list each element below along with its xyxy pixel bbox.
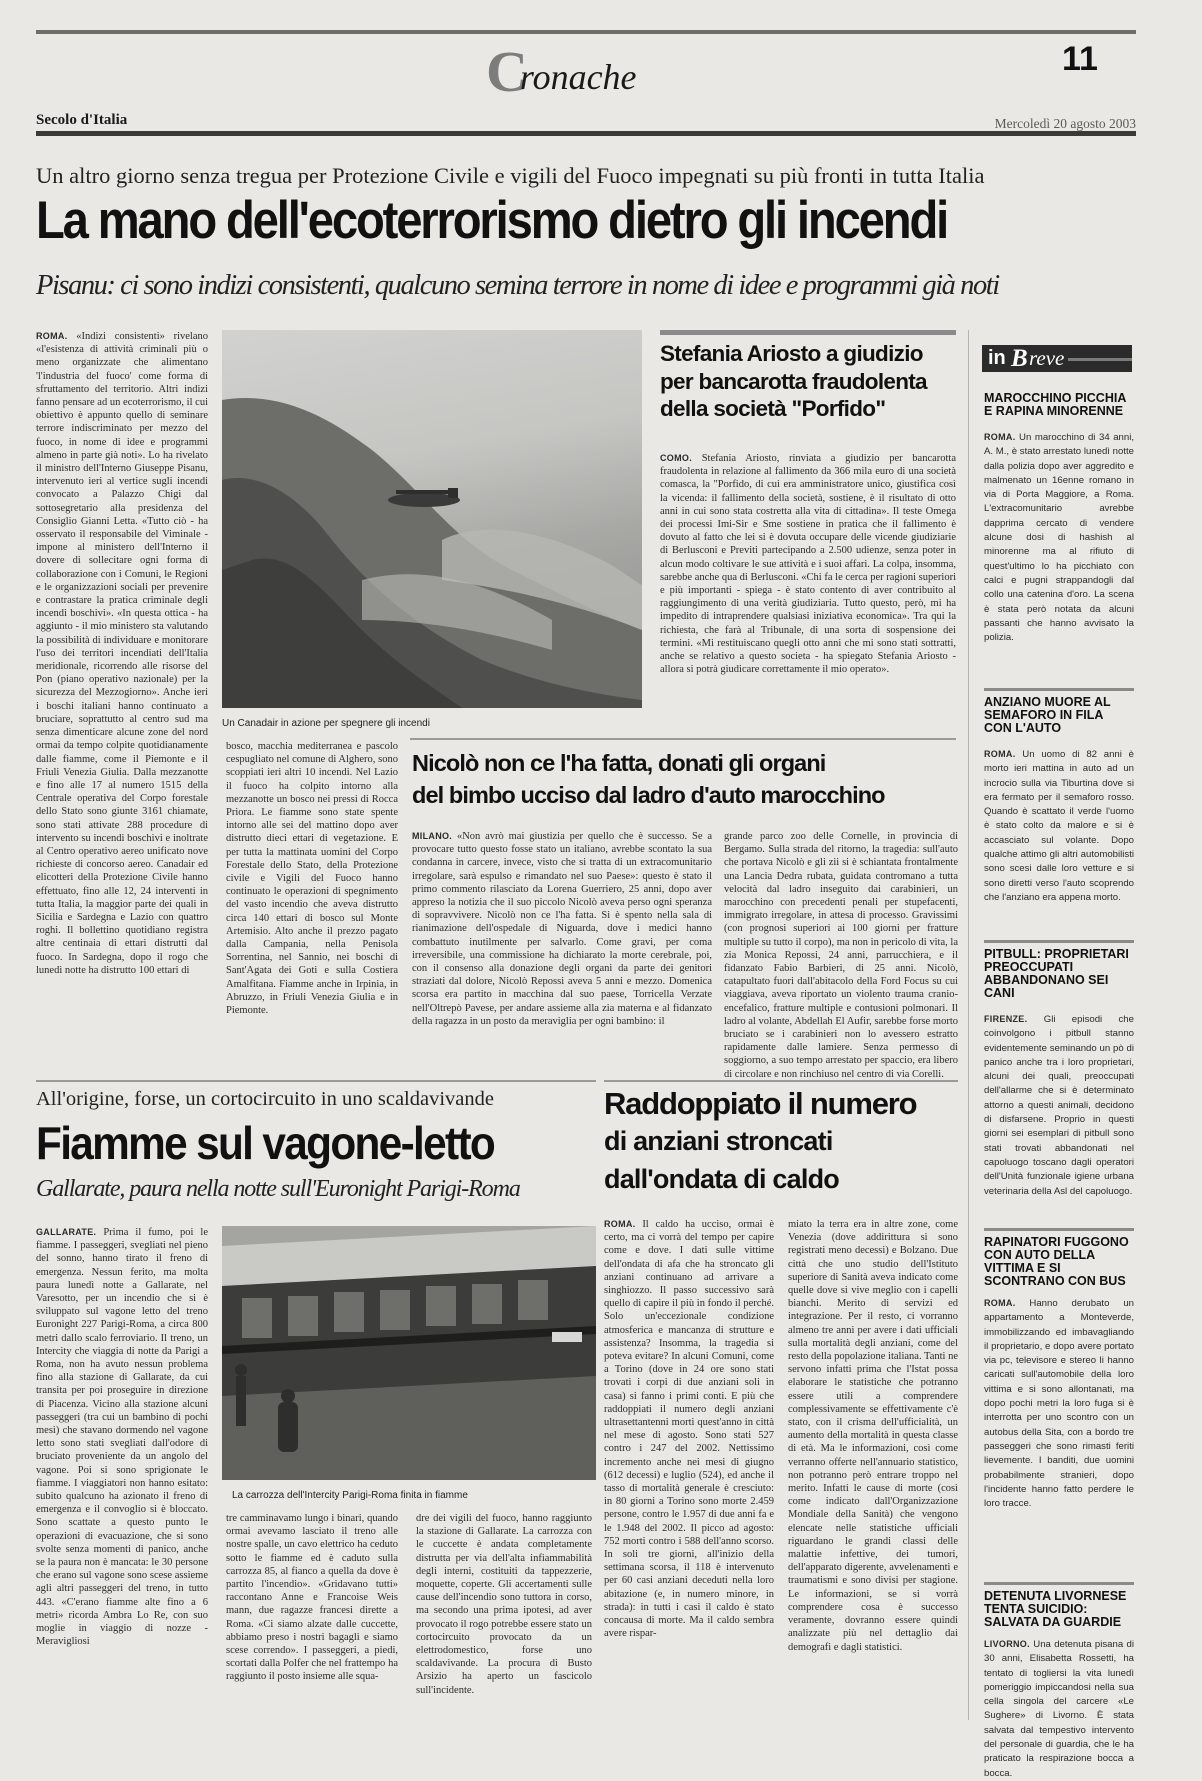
main-story-col2	[226, 740, 398, 1068]
brief-item	[984, 948, 1134, 1226]
brief-body: Una detenuta pisana di 30 anni, Elisabetta Rossetti, ha tentato di togliersi la vita lunedì pomeriggio impiccandosi nella sua cella singola del carcere «Le Sughere» di Livorno. È stata salvata dal tempestivo intervento del personale di guardia, che le ha praticato la respirazione bocca a bocca.	[984, 1639, 1134, 1779]
heat-col1-text: Il caldo ha ucciso, ormai è certo, ma ci vorrà del tempo per capire come e dove. I dati sulle vittime dell'ondata di afa che ha stroncato gli anziani continuano ad arrivare a singhiozzo. Il passo successivo sarà quello di capire il più in fondo il perché. Solo un'eccezionale condizione atmosferica e mancanza di strutture e assistenza? Insomma, la tragedia si poteva evitare? In alcuni Comuni, come a Torino (dove in 24 ore sono stati trovati i corpi di due anziani soli in casa) si fanno i primi conti. E più che raddoppiati il numero degli anziani ultrasettantenni morti quest'anno in città nel mese di agosto. Sono stati 527 contro i 247 del 2002. Nettissimo incremento anche nei mesi di giugno (612 decessi) e luglio (524), ed anche il tasso di mortalità generale è cresciuto: in 80 giorni a Torino sono morte 2.459 persone, contro le 1.957 di due anni fa e le 1.948 del 2002. Il picco ad agosto: 752 morti contro i 588 dell'anno scorso. In soli tre giorni, all'inizio della settimana scorsa, il 118 è intervenuto per 60 casi anziani deceduti nella loro abitazione (e, in numero minore, in strada): in tutti i casi il caldo è stato concausa di morte. Ma il caldo sembra avere rispar-	[604, 1219, 774, 1640]
brief-title: RAPINATORI FUGGONO CON AUTO DELLA VITTIMA E SI SCONTRANO CON BUS	[984, 1235, 1129, 1288]
train-dateline: GALLARATE.	[36, 1227, 97, 1237]
brief-item	[984, 392, 1134, 688]
nicolo-dateline: MILANO.	[412, 831, 453, 841]
brief-text	[984, 430, 1134, 688]
masthead-rule	[36, 131, 1136, 136]
brief-item	[984, 696, 1134, 933]
brief-title: ANZIANO MUORE AL SEMAFORO IN FILA CON L'AUTO	[984, 695, 1111, 735]
ariosto-text: Stefania Ariosto, rinviata a giudizio per bancarotta fraudolenta in relazione al fallimento da 366 mila euro di una società comasca, la "Porfido, di cui era amministratore unico, giustifica così la vicenda: il fallimento della società, sostiene, è il risultato di otto anni in cui sono stata costretta alla vita di cittadina». Il teste Omega dei processi Imi-Sir e Sme sostiene in pratica che il fallimento è dovuto al fatto che lei si è dovuta occupare delle vicende giudiziarie di Berlusconi e Previti partecipando a 2.500 udienze, senza poter in alcun modo coltivare le sue attività e i suoi affari. La colpa, insomma, sarebbe anche qua di Berlusconi. «Chi fa le cerca per ragioni superiori e più importanti - spiega - è stato contento di aver contribuito al raggiungimento di una verità giudiziaria. Tutto questo, però, mi ha impedito di intraprendere qualsiasi iniziativa economica». Tra qui la richiesta, che farà al Tribunale, di una sorta di sospensione dei termini. «Mi restituiscano quegli otto anni che mi sono stati sottratti, anche se relativo a questo societa - ha spiegato Stefania Ariosto - allora si potrà giudicare correttamente il mio operato».	[660, 453, 957, 676]
brief-item	[984, 1236, 1134, 1582]
in-breve-b: B	[1011, 345, 1028, 372]
main-subhead: Pisanu: ci sono indizi consistenti, qualcuno semina terrore in nome di idee e programmi già noti	[36, 270, 999, 301]
heat-headline-1: Raddoppiato il numero	[604, 1086, 917, 1121]
main-story-col1	[36, 330, 208, 1068]
nicolo-headline-1: Nicolò non ce l'ha fatta, donati gli organi	[412, 750, 826, 776]
nicolo-top-rule	[410, 738, 956, 740]
brief-dateline: ROMA.	[984, 1298, 1016, 1308]
ariosto-dateline: COMO.	[660, 453, 692, 463]
nicolo-col2-text: grande parco zoo delle Cornelle, in provincia di Bergamo. Sulla strada del ritorno, la tragedia: sull'auto che portava Nicolò e gli zii si è schiantata frontalmente una Lancia Dedra rubata, guidata contromano a tutta velocità dal ladro inseguito dai carabinieri, un marocchino con precedenti penali per stupefacenti, immigrato irregolare, in attesa di processo. Gravissimi (con prognosi superiori ai 100 giorni per fratture multiple su tutto il corpo), ma non in pericolo di vita, la zia Monica Repossi, 24 anni, parrucchiera, e il fidanzato Fabio Barbieri, di 25 anni. Nicolò, catapultato fuori dall'abitacolo della Ford Focus su cui viaggiava, aveva riportato un violento trauma cranio-encefalico, fratture multiple e contusioni polmonari. Il ladro al volante, Abdellah El Aufir, sarebbe forse morto bruciato se i carabinieri non lo avessero estratto rapidamente dalle lamiere. Senza permesso di soggiorno, a suo tempo arrestato per spaccio, era libero di circolare e non rinchiuso nel centro di via Corelli.	[724, 831, 958, 1080]
brief-body: Un marocchino di 34 anni, A. M., è stato arrestato lunedì notte dalla polizia dopo aver aggredito e malmenato un 16enne romano in via di Porta Maggiore, a Roma. L'extracomunitario avrebbe dapprima cercato di vendere alcune dosi di hashish al minorenne ma al rifiuto di quest'ultimo lo ha picchiato con calci e pugni strappandogli dal collo una catenina d'oro. La scena è stata però notata da alcuni passanti che hanno avvisato la polizia.	[984, 432, 1134, 644]
heat-col1	[604, 1218, 774, 1716]
main-headline: La mano dell'ecoterrorismo dietro gli incendi	[36, 191, 948, 250]
heat-top-rule	[604, 1080, 958, 1082]
nicolo-col2	[724, 830, 958, 1080]
heat-headline-2: di anziani stroncati	[604, 1126, 833, 1156]
brief-body: Gli episodi che coinvolgono i pitbull stanno evidentemente seminando un pò di panico anche tra i loro proprietari, alcuni dei quali, preoccupati dell'allarme che si è determinato attorno a questi animali, decidono di disfarsene. Proprio in questi giorni sei esemplari di pitbull sono stati trovati abbandonati nel capoluogo toscano dagli operatori dell'Unità funzionale igiene urbana veterinaria della Asl del capoluogo.	[984, 1014, 1134, 1197]
main-kicker: Un altro giorno senza tregua per Protezione Civile e vigili del Fuoco impegnati su più fronti in tutta Italia	[36, 163, 985, 188]
brief-dateline: FIRENZE.	[984, 1014, 1028, 1024]
heat-headline-3: dall'ondata di caldo	[604, 1164, 839, 1194]
nicolo-col1	[412, 830, 712, 1068]
canadair-caption: Un Canadair in azione per spegnere gli incendi	[222, 718, 430, 729]
heat-col2	[788, 1218, 958, 1716]
nicolo-col1-text: «Non avrò mai giustizia per quello che è successo. Se a provocare tutto questo fosse stato un italiano, avrebbe scontato la sua condanna in carcere, invece, visto che si tratta di un extracomunitario irregolare, sarà espulso e rimandato nel suo Paese»: questo è stato il primo commento rilasciato da Lorena Guerriero, 25 anni, dopo aver appreso la notizia che il suo piccolo Nicolò aveva perso ogni speranza di sopravvivere. Nicolò non ce l'ha fatta. Si è spento nella sala di rianimazione dell'ospedale di Niguarda, dove i medici hanno combattuto inutilmente per salvarlo. Come gravi, per coma irreversibile, una commissione ha dichiarato la morte cerebrale, poi, con il consenso alla donazione degli organi da parte dei genitori straziati dal dolore, Nicolò Repossi aveva 5 anni e mezzo. Domenica scorsa era partito in macchina dal suo paese, Torricella Verzate nell'Oltrepò Pavese, per andare assieme alla zia materna e al fidanzato della ragazza in un posto da meraviglia per ogni bambino: il	[412, 831, 713, 1027]
heat-col2-text: miato la terra era in altre zone, come Venezia (dove addirittura si sono registrati meno decessi) e Bolzano. Due città che uno studio dell'Istituto superiore di Sanità aveva indicato come quelle dove si vive meglio con i capelli bianchi. Merito di servizi ed integrazione. Per il resto, ci vorranno almeno tre anni per avere i dati ufficiali sulla mortalità degli anziani, come del resto della popolazione italiana. Tanti ne servono infatti prima che l'Istat possa elaborare le statistiche che potranno essere utili a comprendere complessivamente se effettivamente c'è stato, con il crisma dell'ufficialità, un aumento della mortalità in questa classe di età. Ma le informazioni, così come verranno offerte nell'annuario statistico, non potranno però entrare troppo nel merito. Infatti le cause di morte (così come indicato dall'Organizzazione Mondiale della Sanità) che vengono elencate nelle statistiche ufficiali riguardano le grandi classi delle malattie infettive, dei tumori, dell'apparato digerente, avvelenamenti e traumatismi e sono divisi per stagione. Le informazioni, se si vorrà comprendere cosa è successo veramente, dovranno essere quindi analizzate più nel dettaglio dai demografi e dagli statistici.	[788, 1219, 958, 1653]
train-col3	[416, 1512, 592, 1716]
brief-dateline: LIVORNO.	[984, 1639, 1030, 1649]
breve-divider	[968, 330, 969, 1720]
main-col1-text: «Indizi consistenti» rivelano «l'esistenza di attività criminali più o meno organizzate che alimentano 'l'industria del fuoco' come forma di sfruttamento del territorio. Altri indizi fanno pensare ad un ecoterrorismo, il cui obiettivo è appunto quello di seminare terrore indiscriminato per mezzo del fuoco, in nome di idee e programmi almeno in parte già noti». Lo ha rivelato il ministro dell'Interno Giuseppe Pisanu, intervenuto ieri al vertice sugli incendi convocato a Palazzo Chigi dal sottosegretario alla presidenza del Consiglio Gianni Letta. «Tutto ciò - ha osservato il responsabile del Viminale - impone al ministero dell'Interno il dovere di sollecitare ogni forma di collaborazione con i Comuni, le Regioni e le organizzazioni sociali per prevenire e contrastare la pratica criminale degli incendi boschivi». «In questa ottica - ha aggiunto - il mio ministero sta valutando la possibilità di individuare e monitorare l'uso dei territori incendiati dell'Italia meridionale, ricorrendo alle risorse del Pon (piano operativo nazionale) per la sicurezza del Mezzogiorno». Anche ieri i boschi italiani hanno continuato a bruciare, soprattutto al centro sud ma senza dimenticare alcune zone del nord ormai da tempo colpite quotidianamente dalle fiamme, come il Piemonte e il Friuli Venezia Giulia. Dalla mezzanotte e fino alle 17 al numero 1515 della Centrale operativa del Corpo forestale dello Stato sono giunte 3161 chiamate, sono stati attivate 288 procedure di intervento su incendi boschivi e inoltrate al Centro operativo aereo unificato nove richieste di concorso aereo. Canadair ed elicotteri della Protezione Civile hanno effettuato, fino alle 12, 24 interventi in tutta Italia, la maggior parte dei quali in Sicilia e Sardegna e Lazio con quattro roghi. Il bollettino quotidiano registra altre centinaia di ettari distrutti dal fuoco. In Sardegna, dopo il rogo che lunedì notte ha distrutto 100 ettari di	[36, 331, 208, 976]
paper-name: Secolo d'Italia	[36, 112, 128, 128]
brief-title: PITBULL: PROPRIETARI PREOCCUPATI ABBANDONANO SEI CANI	[984, 947, 1129, 1000]
nicolo-headline-2: del bimbo ucciso dal ladro d'auto marocchino	[412, 782, 885, 808]
brief-separator	[984, 940, 1134, 943]
train-col1	[36, 1226, 208, 1716]
brief-dateline: ROMA.	[984, 432, 1016, 442]
page-number: 11	[1062, 40, 1098, 78]
train-photo	[222, 1226, 596, 1480]
brief-separator	[984, 1582, 1134, 1585]
brief-text	[984, 1012, 1134, 1226]
in-breve-rest: reve	[1029, 346, 1065, 370]
section-title	[486, 39, 645, 104]
brief-title: DETENUTA LIVORNESE TENTA SUICIDIO: SALVATA DA GUARDIE	[984, 1589, 1127, 1629]
train-subhead: Gallarate, paura nella notte sull'Euronight Parigi-Roma	[36, 1176, 520, 1202]
brief-body: Un uomo di 82 anni è morto ieri mattina in auto ad un incrocio sulla via Tiburtina dove si era fermato per il semaforo rosso. Quando è scattato il verde l'uomo è stato colto da malore e si è accasciato sul volante. Dopo qualche attimo gli altri automobilisti sono scesi dalle loro vetture e si sono diretti verso l'auto scoprendo che l'anziano era appena morto.	[984, 749, 1135, 903]
in-breve-rule	[1068, 358, 1132, 361]
main-col2-text: bosco, macchia mediterranea e pascolo cespugliato nel comune di Alghero, sono scoppiati ieri altri 10 incendi. Nel Lazio il fuoco ha colpito intorno alla mezzanotte un bosco nei pressi di Rocca Priora. Le fiamme sono state spente intorno alle sei del mattino dopo aver distrutto dieci ettari di vegetazione. E per tutta la mattinata uomini del Corpo Forestale dello Stato, della Protezione civile e Vigili del Fuoco hanno continuato le operazioni di spegnimento del vasto incendio che aveva distrutto circa 140 ettari di bosco sul Monte Artemisio. Alto anche il prezzo pagato dalla Campania, nella Penisola Sorrentina, nel Sannio, nei boschi di Sant'Agata dei Goti e sulla Costiera Amalfitana. Fiamme anche in Irpinia, in Abruzzo, in Friuli Venezia Giulia e in Piemonte.	[226, 741, 398, 1017]
brief-text	[984, 1637, 1134, 1779]
section-initial: C	[486, 39, 528, 104]
top-rule	[36, 30, 1136, 34]
train-top-rule	[36, 1080, 596, 1082]
canadair-plane	[388, 488, 460, 507]
brief-dateline: ROMA.	[984, 749, 1016, 759]
ariosto-body	[660, 452, 956, 704]
canadair-photo	[222, 330, 642, 708]
train-col2-text: tre camminavamo lungo i binari, quando ormai avevamo lasciato il treno alle nostre spalle, un cavo elettrico ha ceduto sotto le fiamme ed è caduto sulla carrozza 85, al fianco a quella da dove è partito l'incendio». «Gridavano tutti» raccontano Anne e Francoise Weis mann, due ragazze francesi dirette a Roma. «Ci siamo alzate dalle cuccette, abbiamo preso i nostri bagagli e siamo scese correndo». I passeggeri, a piedi, scortati dalla Polfer che nel frattempo ha raggiunto il posto insieme alle squa-	[226, 1513, 398, 1683]
brief-text	[984, 747, 1134, 933]
brief-text	[984, 1296, 1134, 1582]
train-headline: Fiamme sul vagone-letto	[36, 1117, 495, 1169]
train-col2	[226, 1512, 398, 1716]
train-col1-text: Prima il fumo, poi le fiamme. I passeggeri, svegliati nel pieno del sonno, hanno tirato il freno di emergenza. Nessun ferito, ma molta paura lunedì notte a Gallarate, nel Varesotto, per un incendio che si è sviluppato sul vagone letto del treno Euronight 227 Parigi-Roma, a circa 800 metri dallo scalo ferroviario. Il treno, un Intercity che viaggia di notte da Parigi a Roma, non ha avuto nessun problema fino alla stazione di Gallarate, da cui transita per poi proseguire in direzione di Piacenza. Vicino alla stazione alcuni passeggeri (tra cui un bambino di pochi mesi) che stavano dormendo nel vagone letto sono stati svegliati dall'odore di bruciato proveniente da un angolo del vagone. Poi si sono sprigionate le fiamme. I viaggiatori non hanno esitato: subito qualcuno ha azionato il freno di emergenza e il convoglio si è bloccato. Sono scattate a questo punto le operazioni di evacuazione, che si sono svolte senza momenti di panico, anche se la paura non è mancata: le 30 persone che erano sul vagone sono scese assieme agli altri passeggeri del treno, in tutto 443. «C'erano fiamme alte fino a 6 metri» ricorda Ambra Lo Re, con suo moglie in viaggio di nozze - Meravigliosi	[36, 1227, 209, 1648]
in-breve-in: in	[988, 347, 1006, 369]
train-photo-art	[222, 1226, 596, 1480]
ariosto-headline: Stefania Ariosto a giudizio per bancarotta fraudolenta della società "Porfido"	[660, 341, 927, 421]
train-kicker: All'origine, forse, un cortocircuito in uno scaldavivande	[36, 1088, 494, 1110]
brief-title: MAROCCHINO PICCHIA E RAPINA MINORENNE	[984, 391, 1126, 418]
ariosto-top-rule	[660, 330, 956, 335]
heat-dateline: ROMA.	[604, 1219, 636, 1229]
canadair-photo-art	[222, 330, 642, 708]
brief-separator	[984, 1228, 1134, 1231]
brief-body: Hanno derubato un appartamento a Monteverde, immobilizzando ed imbavagliando il proprietario, e dopo avere portato via pc, televisore e stereo li hanno caricati sull'automobile della loro vittima e si sono allontanati, ma dopo pochi metri la loro fuga si è interrotta per uno scontro con un autobus della Sita, con a bordo tre passeggeri che sono rimasti feriti lievemente. I banditi, due uomini probabilmente stranieri, dopo l'incidente hanno fatto perdere le loro tracce.	[984, 1298, 1134, 1510]
train-caption: La carrozza dell'Intercity Parigi-Roma finita in fiamme	[232, 1490, 468, 1501]
issue-date: Mercoledì 20 agosto 2003	[994, 116, 1136, 131]
section-name: ronache	[519, 57, 637, 97]
train-col3-text: dre dei vigili del fuoco, hanno raggiunto la stazione di Gallarate. La carrozza con le cuccette è andata completamente distrutta per via dell'alta infiammabilità degli interni, costituiti da tappezzerie, moquette, coperte. Gli accertamenti sulle cause dell'incendio sono tuttora in corso, ma secondo una prima ipotesi, ad aver provocato il rogo potrebbe essere stato un cortocircuito provocato da un elettrodomestico, forse uno scaldavivande. La procura di Busto Arsizio ha aperto un fascicolo sull'incidente.	[416, 1513, 592, 1696]
main-dateline: ROMA.	[36, 331, 68, 341]
brief-separator	[984, 688, 1134, 691]
brief-item	[984, 1589, 1134, 1779]
